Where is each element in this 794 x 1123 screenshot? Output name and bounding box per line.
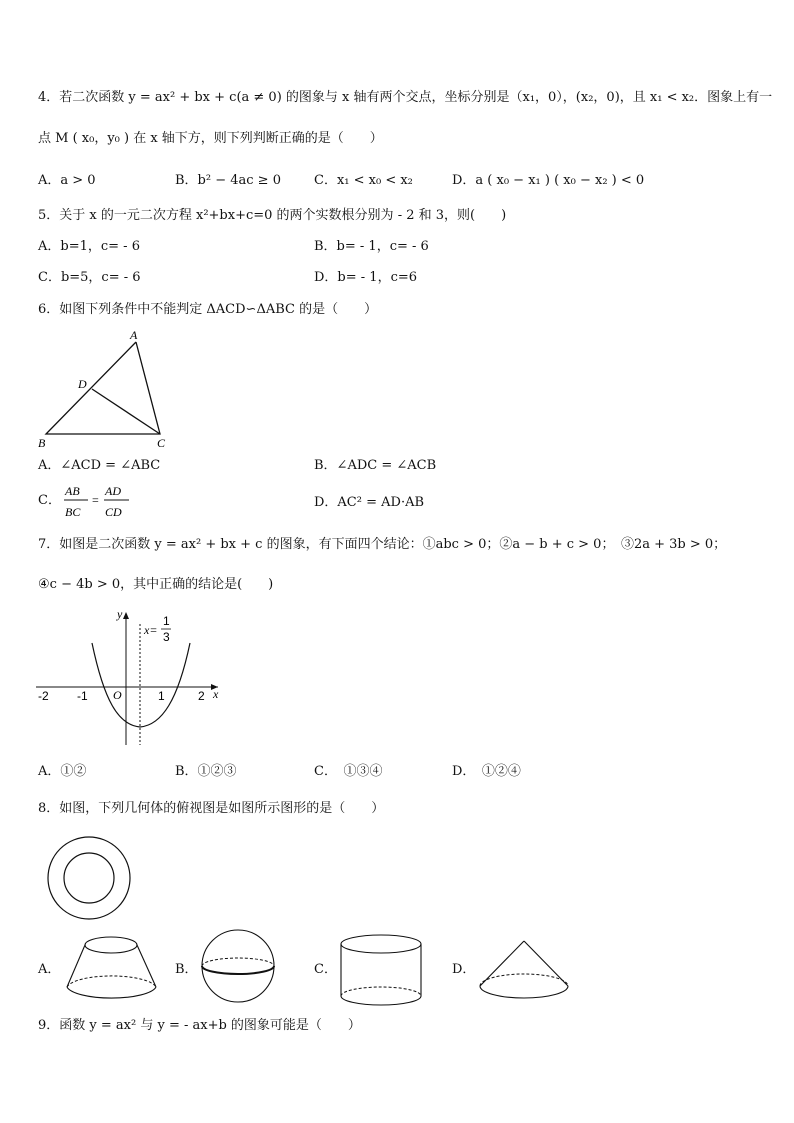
frac2-denominator: CD: [105, 505, 122, 519]
q7-option-c: C． ①③④: [314, 764, 383, 779]
q9-stem: 9．函数 y = ax² 与 y = - ax+b 的图象可能是（ ）: [38, 1018, 361, 1033]
q7-option-d: D． ①②④: [452, 764, 521, 779]
tick-label--2: -2: [38, 689, 49, 703]
q8-stem: 8．如图，下列几何体的俯视图是如图所示图形的是（ ）: [38, 801, 385, 816]
label-b: B: [38, 436, 46, 450]
q5-option-a: A．b=1，c= - 6: [38, 239, 140, 254]
q4-option-b: B．b² − 4ac ≥ 0: [175, 173, 281, 188]
frac1-denominator: BC: [65, 505, 81, 519]
q7-line1: 7．如图是二次函数 y = ax² + bx + c 的图象，有下面四个结论：①abc > 0；②a − b + c > 0； ③2a + 3b > 0；: [38, 537, 727, 552]
q8-option-b-label: B．: [175, 962, 198, 977]
q5-option-b: B．b= - 1，c= - 6: [314, 239, 429, 254]
q6-option-a: A．∠ACD = ∠ABC: [38, 458, 161, 473]
sphere-shape: [202, 930, 274, 1002]
q7-option-b: B．①②③: [175, 764, 237, 779]
cylinder-shape: [341, 935, 421, 1005]
q6-option-b: B．∠ADC = ∠ACB: [314, 458, 437, 473]
label-d: D: [78, 377, 87, 391]
q4-line2: 点 M ( x₀，y₀ ) 在 x 轴下方，则下列判断正确的是（ ）: [38, 131, 383, 146]
frac2-numerator: AD: [105, 484, 121, 498]
q5-option-c: C．b=5，c= - 6: [38, 270, 141, 285]
q5-option-d: D．b= - 1，c=6: [314, 270, 418, 285]
q4-option-c: C．x₁ < x₀ < x₂: [314, 173, 413, 188]
label-c: C: [157, 436, 166, 450]
frustum-shape: [67, 937, 156, 998]
symmetry-label-prefix: x=: [144, 623, 158, 637]
q6-stem: 6．如图下列条件中不能判定 ΔACD∽ΔABC 的是（ ）: [38, 302, 378, 317]
q8-option-a-label: A．: [38, 962, 61, 977]
tick-label-2: 2: [198, 689, 205, 703]
tick-label-1: 1: [158, 689, 165, 703]
q4-line1: 4．若二次函数 y = ax² + bx + c(a ≠ 0) 的图象与 x 轴有两个交点，坐标分别是（x₁，0），(x₂，0)，且 x₁ < x₂．图象上有一: [38, 90, 773, 105]
q6-option-d: D．AC² = AD·AB: [314, 495, 425, 510]
tick-label--1: -1: [77, 689, 88, 703]
q6-option-c-prefix: C．: [38, 493, 61, 508]
label-a: A: [130, 328, 138, 342]
q4-option-a: A．a > 0: [38, 173, 96, 188]
cone-shape: [480, 941, 568, 998]
frac-equals: =: [92, 493, 99, 507]
x-axis-label: x: [213, 687, 219, 701]
symmetry-label-den: 3: [163, 630, 170, 644]
origin-label: O: [113, 688, 122, 702]
q4-option-d: D．a ( x₀ − x₁ ) ( x₀ − x₂ ) < 0: [452, 173, 645, 188]
q8-option-c-label: C．: [314, 962, 337, 977]
q8-option-d-label: D．: [452, 962, 476, 977]
symmetry-label-num: 1: [163, 614, 170, 628]
q7-line2: ④c − 4b > 0，其中正确的结论是( ): [38, 577, 274, 592]
q5-stem: 5．关于 x 的一元二次方程 x²+bx+c=0 的两个实数根分别为 - 2 和 3，则( ): [38, 208, 507, 223]
q7-option-a: A．①②: [38, 764, 87, 779]
y-axis-label: y: [117, 607, 123, 621]
frac1-numerator: AB: [65, 484, 80, 498]
